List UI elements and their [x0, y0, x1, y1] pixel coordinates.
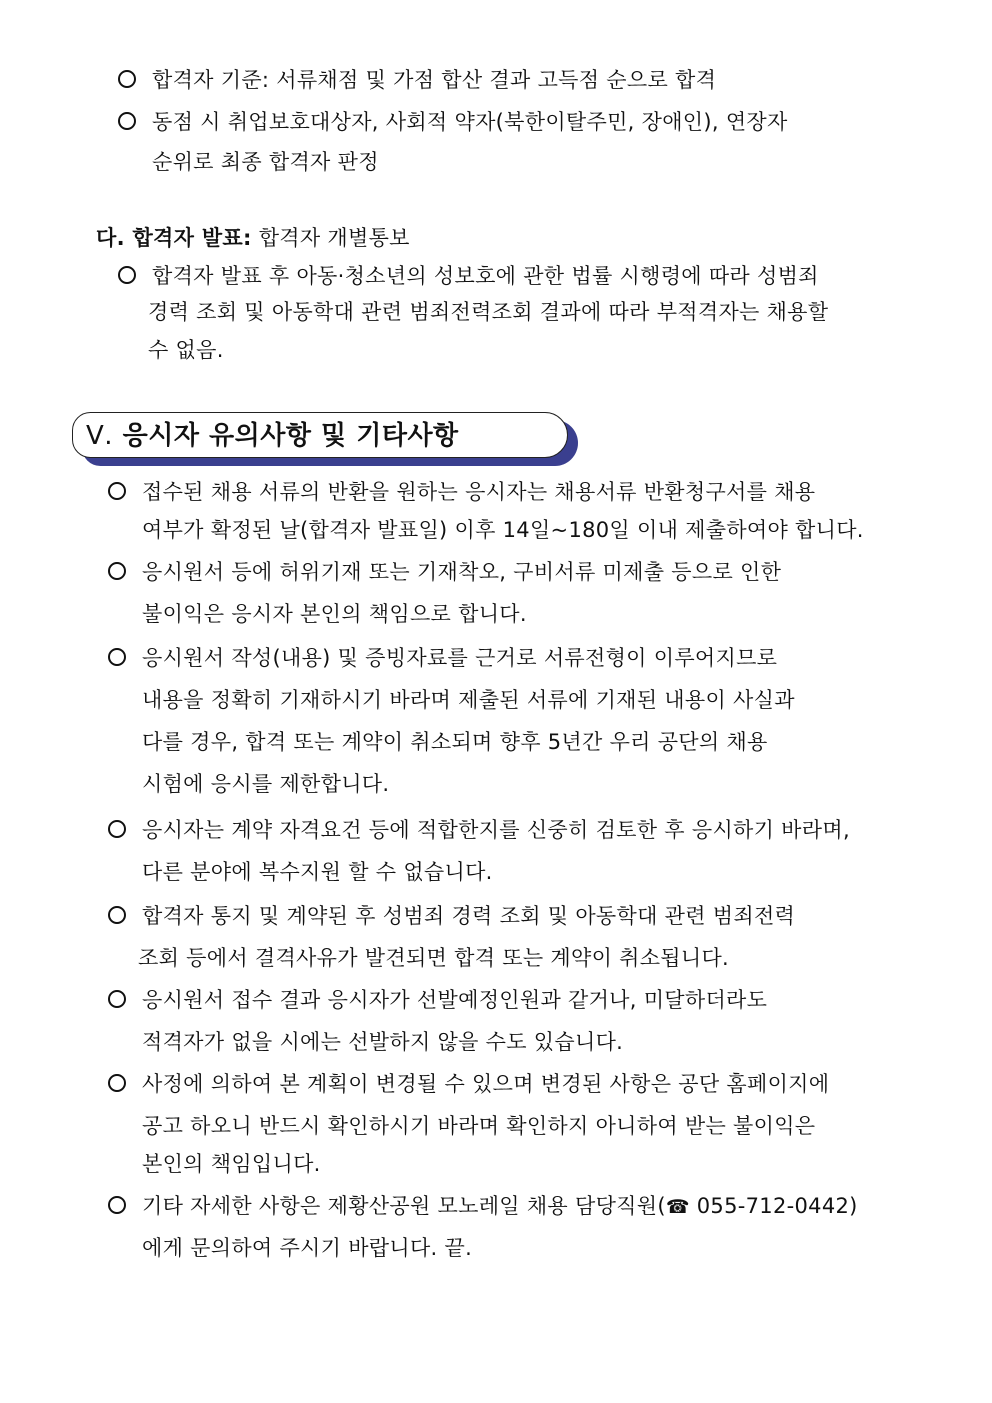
- list-item: [118, 66, 716, 94]
- item-continuation: 공고 하오니 반드시 확인하시기 바라며 확인하지 아니하여 받는 불이익은: [142, 1114, 816, 1138]
- section-number: Ⅴ.: [86, 421, 114, 451]
- item-text: 응시원서 작성(내용) 및 증빙자료를 근거로 서류전형이 이루어지므로: [142, 646, 778, 670]
- circle-bullet-icon: [108, 482, 126, 500]
- item-continuation: 순위로 최종 합격자 판정: [152, 150, 379, 174]
- item-text: 응시원서 등에 허위기재 또는 기재착오, 구비서류 미제출 등으로 인한: [142, 560, 782, 584]
- item-continuation: 다른 분야에 복수지원 할 수 없습니다.: [142, 860, 493, 884]
- circle-bullet-icon: [108, 1196, 126, 1214]
- list-item: [118, 108, 788, 136]
- circle-bullet-icon: [108, 990, 126, 1008]
- list-item: [108, 986, 767, 1014]
- list-item: [108, 1070, 829, 1098]
- item-text: 사정에 의하여 본 계획이 변경될 수 있으며 변경된 사항은 공단 홈페이지에: [142, 1072, 830, 1096]
- item-continuation: 다를 경우, 합격 또는 계약이 취소되며 향후 5년간 우리 공단의 채용: [142, 730, 768, 754]
- item-continuation: 본인의 책임입니다.: [142, 1152, 321, 1176]
- item-text: 합격자 기준: 서류채점 및 가점 합산 결과 고득점 순으로 합격: [152, 68, 717, 92]
- item-text: 합격자 통지 및 계약된 후 성범죄 경력 조회 및 아동학대 관련 범죄전력: [142, 904, 796, 928]
- circle-bullet-icon: [108, 820, 126, 838]
- item-text: 동점 시 취업보호대상자, 사회적 약자(북한이탈주민, 장애인), 연장자: [152, 110, 788, 134]
- item-text: 응시자는 계약 자격요건 등에 적합한지를 신중히 검토한 후 응시하기 바라며,: [142, 818, 850, 842]
- list-item: [108, 478, 815, 506]
- item-continuation: 여부가 확정된 날(합격자 발표일) 이후 14일~180일 이내 제출하여야 합니다.: [142, 518, 864, 542]
- item-text: 응시원서 접수 결과 응시자가 선발예정인원과 같거나, 미달하더라도: [142, 988, 768, 1012]
- item-continuation: 수 없음.: [148, 338, 224, 362]
- list-item: [108, 1192, 858, 1221]
- circle-bullet-icon: [118, 112, 136, 130]
- list-item: [118, 262, 819, 290]
- item-text: 기타 자세한 사항은 제황산공원 모노레일 채용 담당직원(: [142, 1194, 666, 1218]
- circle-bullet-icon: [118, 266, 136, 284]
- item-continuation: 적격자가 없을 시에는 선발하지 않을 수도 있습니다.: [142, 1030, 624, 1054]
- contact-phone: 055-712-0442): [689, 1194, 858, 1218]
- list-item: [108, 816, 850, 844]
- subsection-label: 다. 합격자 발표:: [96, 226, 252, 250]
- item-continuation: 내용을 정확히 기재하시기 바라며 제출된 서류에 기재된 내용이 사실과: [142, 688, 795, 712]
- circle-bullet-icon: [108, 1074, 126, 1092]
- circle-bullet-icon: [108, 648, 126, 666]
- section-heading: [86, 420, 459, 452]
- item-continuation: 에게 문의하여 주시기 바랍니다. 끝.: [142, 1236, 473, 1260]
- item-continuation: 불이익은 응시자 본인의 책임으로 합니다.: [142, 602, 527, 626]
- circle-bullet-icon: [108, 562, 126, 580]
- list-item: [108, 902, 795, 930]
- section-title: 응시자 유의사항 및 기타사항: [122, 421, 459, 451]
- circle-bullet-icon: [108, 906, 126, 924]
- item-text: 합격자 발표 후 아동·청소년의 성보호에 관한 법률 시행령에 따라 성범죄: [152, 264, 819, 288]
- subsection-text: 합격자 개별통보: [251, 226, 410, 250]
- subsection-heading: [96, 224, 410, 252]
- item-continuation: 시험에 응시를 제한합니다.: [142, 772, 390, 796]
- circle-bullet-icon: [118, 70, 136, 88]
- item-text: 접수된 채용 서류의 반환을 원하는 응시자는 채용서류 반환청구서를 채용: [142, 480, 816, 504]
- list-item: [108, 644, 777, 672]
- telephone-icon: ☎: [665, 1196, 690, 1218]
- list-item: [108, 558, 781, 586]
- item-continuation: 경력 조회 및 아동학대 관련 범죄전력조회 결과에 따라 부적격자는 채용할: [148, 300, 829, 324]
- item-continuation: 조회 등에서 결격사유가 발견되면 합격 또는 계약이 취소됩니다.: [138, 946, 730, 970]
